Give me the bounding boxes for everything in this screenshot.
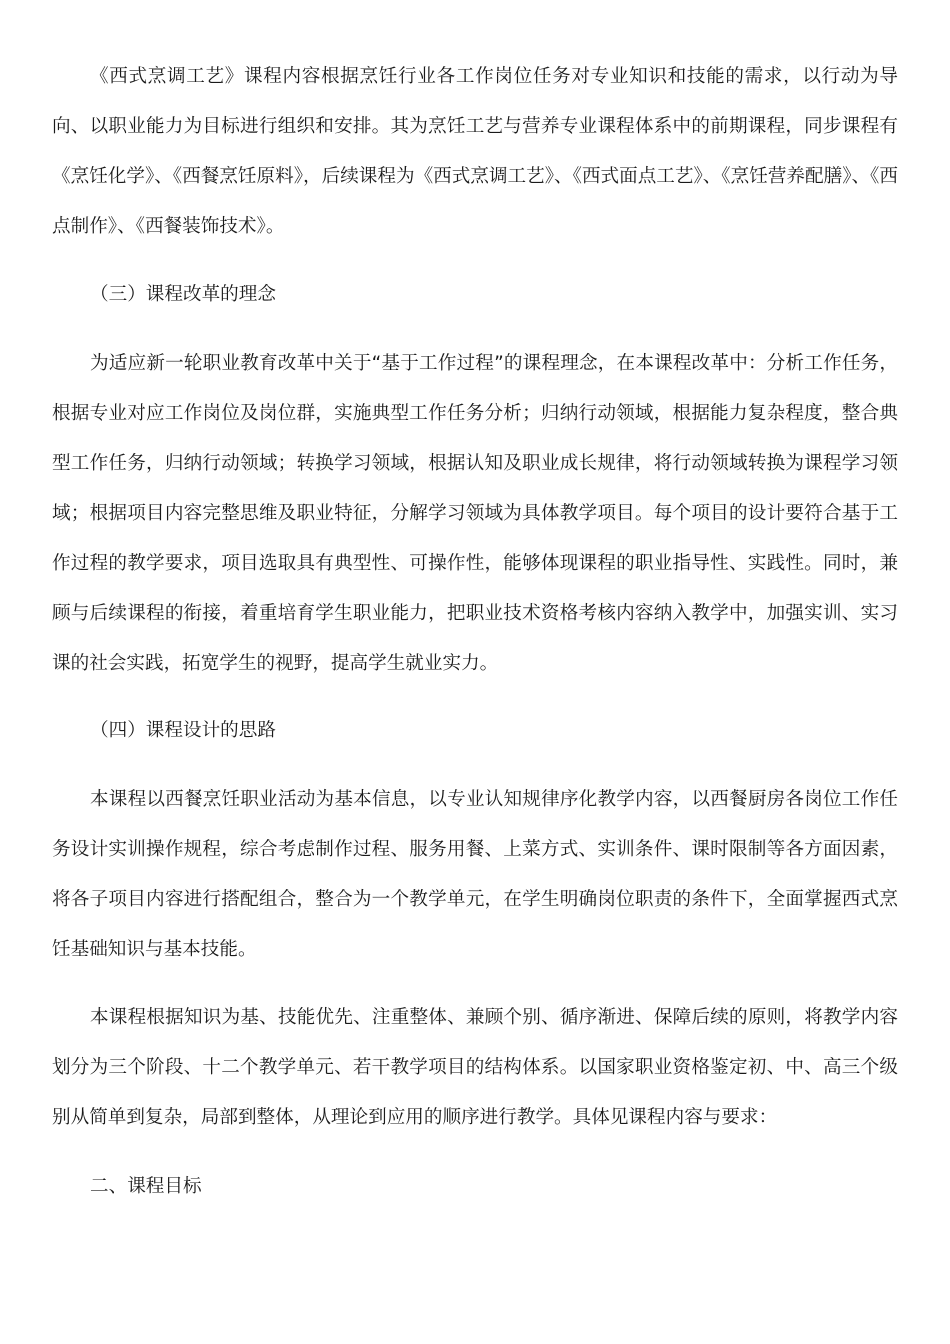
section-heading-reform-concept: （三）课程改革的理念 bbox=[90, 284, 276, 305]
paragraph-design-approach-1: 本课程以西餐烹饪职业活动为基本信息，以专业认知规律序化教学内容，以西餐厨房各岗位工作任务设计实训操作规程，综合考虑制作过程、服务用餐、上菜方式、实训条件、课时限制等各方面因素，将各子项目内容进行搭配组合，整合为一个教学单元，在学生明确岗位职责的条件下，全面掌握西式烹饪基础知识与基本技能。 bbox=[52, 789, 898, 960]
section-heading-course-objectives: 二、课程目标 bbox=[90, 1176, 202, 1197]
section-heading-design-approach: （四）课程设计的思路 bbox=[90, 720, 276, 741]
paragraph-design-approach-2: 本课程根据知识为基、技能优先、注重整体、兼顾个别、循序渐进、保障后续的原则，将教学内容划分为三个阶段、十二个教学单元、若干教学项目的结构体系。以国家职业资格鉴定初、中、高三个级别从简单到复杂，局部到整体，从理论到应用的顺序进行教学。具体见课程内容与要求： bbox=[52, 1007, 898, 1128]
paragraph-course-intro: 《西式烹调工艺》课程内容根据烹饪行业各工作岗位任务对专业知识和技能的需求，以行动为导向、以职业能力为目标进行组织和安排。其为烹饪工艺与营养专业课程体系中的前期课程，同步课程有《烹饪化学》、《西餐烹饪原料》，后续课程为《西式烹调工艺》、《西式面点工艺》、《烹饪营养配膳》、《西点制作》、《西餐装饰技术》。 bbox=[52, 66, 898, 237]
paragraph-reform-concept: 为适应新一轮职业教育改革中关于“基于工作过程”的课程理念，在本课程改革中：分析工作任务，根据专业对应工作岗位及岗位群，实施典型工作任务分析；归纳行动领域，根据能力复杂程度，整合典型工作任务，归纳行动领域；转换学习领域，根据认知及职业成长规律，将行动领域转换为课程学习领域；根据项目内容完整思维及职业特征，分解学习领域为具体教学项目。每个项目的设计要符合基于工作过程的教学要求，项目选取具有典型性、可操作性，能够体现课程的职业指导性、实践性。同时，兼顾与后续课程的衔接，着重培育学生职业能力，把职业技术资格考核内容纳入教学中，加强实训、实习课的社会实践，拓宽学生的视野，提高学生就业实力。 bbox=[52, 353, 898, 674]
